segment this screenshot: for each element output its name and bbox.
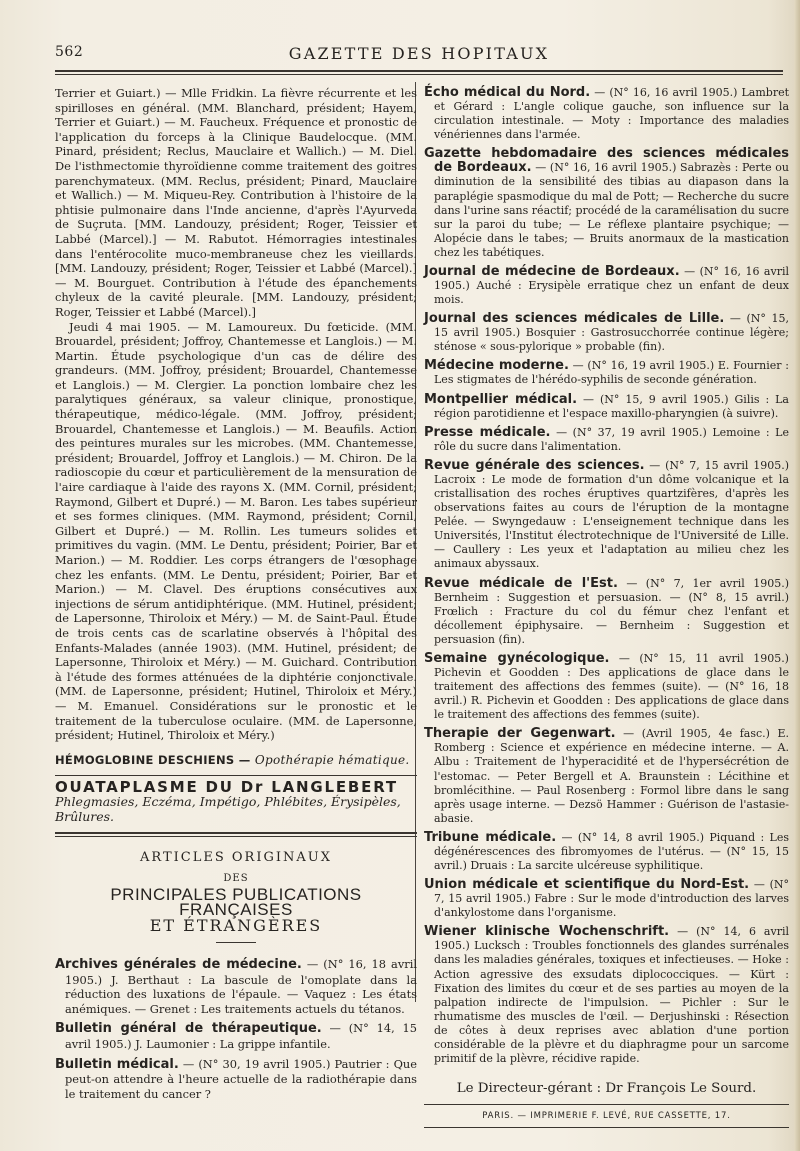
journal-title: GAZETTE DES HOPITAUX xyxy=(288,44,550,63)
publication-title: Therapie der Gegenwart. xyxy=(424,726,616,742)
section-rule xyxy=(55,832,417,837)
left-column xyxy=(55,86,417,1106)
section-heading-publications: PRINCIPALES PUBLICATIONS FRANÇAISES xyxy=(110,885,362,919)
publication-title: Montpellier médical. xyxy=(424,391,578,407)
publication-entry xyxy=(424,878,789,920)
publication-text: — (N° 14, 15 avril 1905.) J. Laumonier : La grippe infantile. xyxy=(65,1021,418,1052)
thesis-list-paragraph: Terrier et Guiart.) — Mlle Fridkin. La fièvre récurrente et les spirilloses en général. (MM. Blanchard, président; Hayem, Terrier et Guiart.) — M. Faucheux. Fréquence et pronostic de l'application du forceps à la Clinique Baudelocque. (MM. Pinard, président; Reclus, Mauclaire et Wallich.) — M. Diel. De l'isthmectomie thyroïdienne comme traitement des goitres parenchymateux. (MM. Reclus, président; Pinard, Mauclaire et Wallich.) — M. Miqueu-Rey. Contribution à l'histoire de la phtisie pulmonaire dans l'Inde ancienne, d'après l'Ayurveda de Suçruta. [MM. Landouzy, président; Roger, Teissier et Labbé (Marcel).] — M. Rabutot. Hémorragies intestinales dans l'entérocolite muco-membraneuse chez les vieillards. [MM. Landouzy, président; Roger, Teissier et Labbé (Marcel).] — M. Bourguet. Contribution à l'étude des épanchements chyleux de la cavité pleurale. [MM. Landouzy, président; Roger, Teissier et Labbé (Marcel).] xyxy=(55,86,417,319)
publication-title: Wiener klinische Wochenschrift. xyxy=(424,924,670,940)
publication-title: Gazette hebdomadaire des sciences médicales de Bordeaux. xyxy=(424,146,789,176)
publication-title: Bulletin général de thérapeutique. xyxy=(55,1021,322,1037)
publication-title: Tribune médicale. xyxy=(424,829,557,845)
short-divider xyxy=(216,942,256,943)
publication-title: Semaine gynécologique. xyxy=(424,650,610,666)
ad-ouataplasme-tagline: Phlegmasies, Eczéma, Impétigo, Phlébites, Érysipèles, Brûlures. xyxy=(55,793,401,824)
publication-text: — (N° 16, 19 avril 1905.) E. Fournier : Les stigmates de l'hérédo-syphilis de seconde génération. xyxy=(434,359,789,387)
publication-text: — (N° 15, 9 avril 1905.) Gilis : La région parotidienne et l'espace maxillo-pharyngien (à suivre). xyxy=(434,392,789,420)
section-heading-articles: ARTICLES ORIGINAUX xyxy=(140,850,332,866)
publication-text: — (N° 15, 11 avril 1905.) Pichevin et Goodden : Des applications de glace dans le traitement des affections des femmes (suite). — (N° 16, 18 avril.) R. Pichevin et Goodden : Des applications de glace dans le traitement des affections des femmes (suite). xyxy=(434,651,789,722)
publication-entry xyxy=(55,957,417,1016)
publication-entry xyxy=(424,312,789,354)
publication-title: Journal des sciences médicales de Lille. xyxy=(424,311,725,327)
publication-entry xyxy=(424,577,789,647)
publication-text: — (N° 16, 18 avril 1905.) J. Berthaut : La bascule de l'omoplate dans la réduction des luxations de l'épaule. — Vaquez : Les états anémiques. — Grenet : Les traitements actuels du tétanos. xyxy=(65,957,417,1016)
section-heading-etrangeres: ET ÉTRANGÈRES xyxy=(149,916,323,936)
ad-hemoglobine-name: HÉMOGLOBINE DESCHIENS — xyxy=(55,752,251,767)
publication-title: Écho médical du Nord. xyxy=(424,85,591,100)
publication-text: — (N° 14, 8 avril 1905.) Piquand : Les dégénérescences des fibromyomes de l'utérus. — (N° 15, 15 avril.) Druais : La sarcite ulcéreuse syphilitique. xyxy=(434,830,789,872)
publication-entry xyxy=(424,265,789,307)
ad-hemoglobine-tagline: Opothérapie hématique. xyxy=(254,752,410,767)
publication-entry xyxy=(424,652,789,722)
publication-text: — (N° 30, 19 avril 1905.) Pautrier : Que peut-on attendre à l'heure actuelle de la radiothérapie dans le traitement du cancer ? xyxy=(65,1056,418,1101)
publication-entry xyxy=(424,359,789,387)
ad-ouataplasme-name: OUATAPLASME DU Dr LANGLEBERT xyxy=(55,775,417,795)
publication-text: — (N° 16, 16 avril 1905.) Auché : Erysipèle erratique chez un enfant de deux mois. xyxy=(434,264,789,307)
publication-title: Revue médicale de l'Est. xyxy=(424,575,618,591)
page-edge xyxy=(794,0,800,1151)
publication-entry xyxy=(55,1021,417,1051)
publication-title: Bulletin médical. xyxy=(55,1056,179,1072)
page-number: 562 xyxy=(55,44,84,60)
footer-rule xyxy=(424,1127,789,1128)
publication-entry xyxy=(424,86,789,142)
publication-entry xyxy=(424,925,789,1066)
right-column xyxy=(424,86,789,1128)
publication-text: — (N° 15, 15 avril 1905.) Bosquier : Gastrosucchorrée continue légère; sténose « sous-pylorique » probable (fin). xyxy=(434,312,789,354)
director-signature: Le Directeur-gérant : Dr François Le Sourd. xyxy=(456,1081,757,1097)
publication-title: Journal de médecine de Bordeaux. xyxy=(424,263,680,279)
publication-text: — (Avril 1905, 4e fasc.) E. Romberg : Science et expérience en médecine interne. — A. Albu : Traitement de l'hyperacidité et de l'hypersécrétion de l'estomac. — Peter Bergell et A. Braunstein : Lécithine et bromlécithine. — Paul Rosenberg : Formol libre dans le sang après usage interne. — Dezsö Hammer : Guérison de l'astasie-abasie. xyxy=(434,727,790,825)
publication-title: Union médicale et scientifique du Nord-Est. xyxy=(424,877,750,893)
publication-text: — (N° 16, 16 avril 1905.) Lambret et Gérard : L'angle colique gauche, son influence sur la circulation intestinale. — Moty : Importance des maladies vénériennes dans l'armée. xyxy=(434,86,790,142)
ad-hemoglobine xyxy=(55,753,417,768)
header-rule xyxy=(55,70,783,75)
printer-imprint: PARIS. — IMPRIMERIE F. LEVÉ, RUE CASSETTE, 17. xyxy=(482,1111,731,1122)
thesis-list-paragraph: Jeudi 4 mai 1905. — M. Lamoureux. Du fœticide. (MM. Brouardel, président; Joffroy, Chantemesse et Langlois.) — M. Martin. Étude psychologique d'un cas de délire des grandeurs. (MM. Joffroy, président; Brouardel, Chantemesse et Langlois.) — M. Clergier. La ponction lombaire chez les paralytiques généraux, sa valeur clinique, pronostique, thérapeutique, médico-légale. (MM. Joffroy, président; Brouardel, Chantemesse et Langlois.) — M. Beaufils. Action des peintures murales sur les microbes. (MM. Chantemesse, président; Brouardel, Joffroy et Langlois.) — M. Chiron. De la radioscopie du cœur et particulièrement de la mensuration de l'aire cardiaque à l'aide des rayons X. (MM. Cornil, président; Raymond, Gilbert et Dupré.) — M. Baron. Les tabes supérieur et ses formes cliniques. (MM. Raymond, président; Cornil, Gilbert et Dupré.) — M. Rollin. Les tumeurs solides et primitives du vagin. (MM. Le Dentu, président; Poirier, Bar et Marion.) — M. Roddier. Les corps étrangers de l'œsophage chez les enfants. (MM. Le Dentu, président; Poirier, Bar et Marion.) — M. Clavel. Des éruptions consécutives aux injections de sérum antidiphtérique. (MM. Hutinel, président; de Lapersonne, Thiroloix et Méry.) — M. de Saint-Paul. Étude de trois cents cas de scarlatine observés à l'hôpital des Enfants-Malades (année 1903). (MM. Hutinel, président; de Lapersonne, Thiroloix et Méry.) — M. Guichard. Contribution à l'étude des formes atténuées de la diphtérie conjonctivale. (MM. de Lapersonne, président; Hutinel, Thiroloix et Méry.) — M. Emanuel. Considérations sur le pronostic et le traitement de la tuberculose oculaire. (MM. de Lapersonne, président; Hutinel, Thiroloix et Méry.) xyxy=(55,319,417,743)
section-heading-des: DES xyxy=(223,872,249,884)
publication-text: — (N° 37, 19 avril 1905.) Lemoine : Le rôle du sucre dans l'alimentation. xyxy=(434,425,789,453)
publication-title: Presse médicale. xyxy=(424,424,551,440)
publication-entry xyxy=(424,459,789,572)
publication-title: Archives générales de médecine. xyxy=(55,957,302,973)
page-header xyxy=(55,44,783,66)
publication-text: — (N° 14, 6 avril 1905.) Lucksch : Troubles fonctionnels des glandes surrénales dans les maladies générales, toxiques et infectieuses. — Hoke : Action agressive des exsudats diplococciques. — Kürt : Fixation des limites du cœur et de ses parties au moyen de la palpation indirecte de l'impulsion. — Pichler : Sur le rhumatisme des muscles de l'œil. — Derjushinski : Résection de côtes à deux reprises avec ablation d'une portion considérable de la plèvre et du diaphragme pour un sarcome primitif de la plèvre, récidive rapide. xyxy=(434,925,789,1065)
publication-entry xyxy=(424,147,789,260)
publication-text: — (N° 7, 15 avril 1905.) Fabre : Sur le mode d'introduction des larves d'ankylostome dans l'organisme. xyxy=(434,878,789,920)
publication-entry xyxy=(424,727,789,826)
publication-text: — (N° 7, 15 avril 1905.) Lacroix : Le mode de formation d'un dôme volcanique et la cristallisation des roches éruptives quartzifères, d'après les observations faites au cours de l'éruption de la montagne Pelée. — Swyngedauw : L'enseignement technique dans les Universités, l'Institut électrotechnique de l'Université de Lille. — Caullery : Les yeux et l'adaptation au milieu chez les animaux abyssaux. xyxy=(434,458,789,571)
footer-rule xyxy=(424,1104,789,1105)
publication-entry xyxy=(55,1057,417,1102)
publication-title: Médecine moderne. xyxy=(424,358,569,374)
publication-entry xyxy=(424,426,789,454)
publication-title: Revue générale des sciences. xyxy=(424,457,645,473)
publication-entry xyxy=(424,831,789,873)
publication-text: — (N° 7, 1er avril 1905.) Bernheim : Suggestion et persuasion. — (N° 8, 15 avril.) Frœlich : Fracture du col du fémur chez l'enfant et décollement épiphysaire. — Bernheim : Suggestion et persuasion (fin). xyxy=(434,576,789,646)
publication-text: — (N° 16, 16 avril 1905.) Sabrazès : Perte ou diminution de la sensibilité des tibias au diapason dans la paraplégie spasmodique du mal de Pott; — Recherche du sucre dans l'urine sans réactif; procédé de la caramélisation du sucre sur la paroi du tube; — Le réflexe plantaire psychique; — Alopécie dans le tabes; — Bruits anormaux de la mastication chez les tabétiques. xyxy=(434,161,789,259)
publication-entry xyxy=(424,393,789,421)
